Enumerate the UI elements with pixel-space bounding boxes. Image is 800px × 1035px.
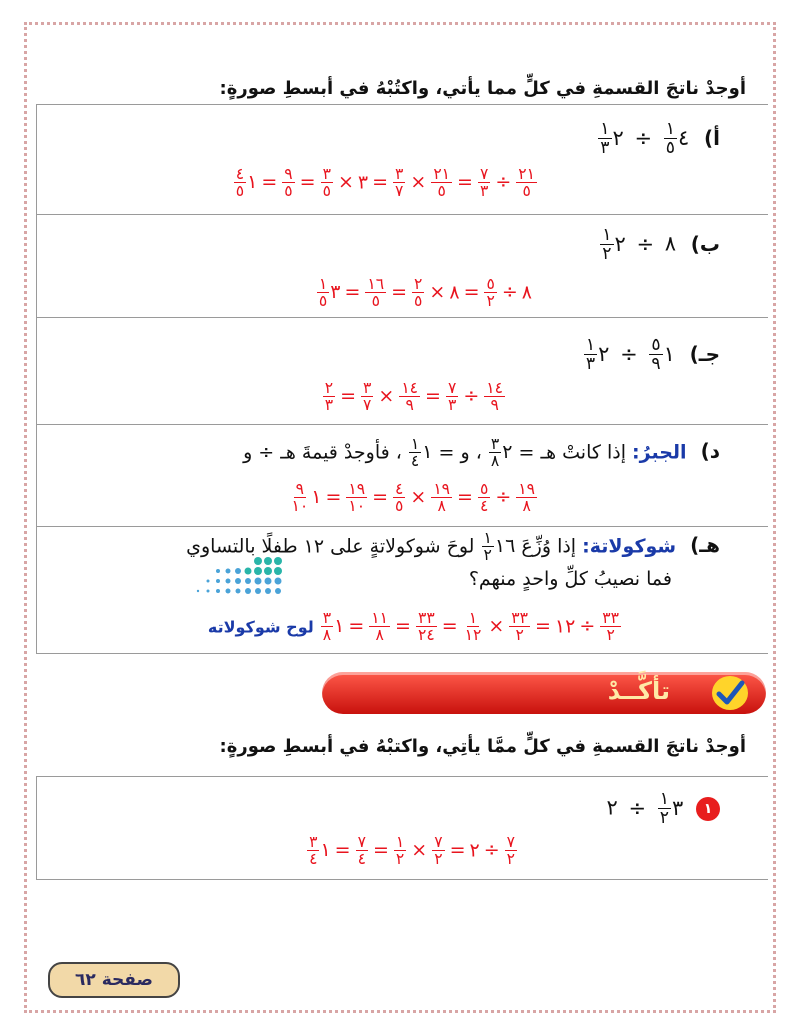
problem-d-text-2: ، و = [438,441,482,464]
problem-e-text-1a: إذا وُزِّعَ [521,535,577,558]
problem-d-title: الجبرُ: [632,441,687,464]
problem-e-line-2: فما نصيبُ كلِّ واحدٍ منهم؟ [468,568,672,590]
solution-e-unit: لوح شوكولاته [207,617,314,637]
problem-a-label: أ) [704,125,720,150]
problem-b-label: ب) [690,231,720,256]
solution-e: $\frac{٣٣}{٢}$ ÷١٢= $\frac{٣٣}{٢}$ × $\frac{١}{١٢}$ = $\frac{٣٣}{٢٤}$ = $\frac{١١}{٨}$ =١ $\frac{٣}{٨}$ لوح شوكولاته [207,609,619,645]
instruction-heading: أوجدْ ناتجَ القسمةِ في كلٍّ مما يأتي، واكتُبْهُ في أبسطِ صورةٍ: [219,78,746,99]
section-title: تأكَّــدْ [607,677,670,705]
problem-1: ١ ٣ $\frac{١}{٢}$ ÷ ٢ [607,790,720,827]
problem-c: جـ) ١ $\frac{٥}{٩}$ ÷ ٢ $\frac{١}{٣}$ [585,335,720,375]
problem-d-text-1: إذا كانتْ هـ = [518,441,626,464]
solution-b: ٨÷ $\frac{٥}{٢}$ =٨× $\frac{٢}{٥}$ = $\frac{١٦}{٥}$ =٣ $\frac{١}{٥}$ [318,275,532,311]
problem-e-line-1: هـ) شوكولاتة: إذا وُزِّعَ ١٦ $\frac{١}{٢}$ لوحَ شوكولاتةٍ على ١٢ طفلًا بالتساوي [186,529,720,565]
checkmark-icon [712,676,748,710]
section-banner [322,672,766,714]
problem-c-label: جـ) [689,341,720,366]
solution-1: $\frac{٧}{٢}$ ÷٢= $\frac{٧}{٢}$ × $\frac{١}{٢}$ = $\frac{٧}{٤}$ =١ $\frac{٣}{٤}$ [309,833,515,869]
solution-c: $\frac{١٤}{٩}$ ÷ $\frac{٧}{٣}$ = $\frac{١٤}{٩}$ × $\frac{٣}{٧}$ = $\frac{٢}{٣}$ [324,379,503,415]
problem-d: د) الجبرُ: إذا كانتْ هـ = ٢ $\frac{٣}{٨}$ ، و = ١ $\frac{١}{٤}$ ، فأوجدْ قيمةَ هـ ÷ و [243,435,720,471]
problem-b: ب) ٨ ÷ ٢ $\frac{١}{٢}$ [602,225,720,265]
problem-e-text-1b: لوحَ شوكولاتةٍ على ١٢ طفلًا بالتساوي [186,535,475,558]
solution-a: $\frac{٢١}{٥}$ ÷ $\frac{٧}{٣}$ = $\frac{٢١}{٥}$ × $\frac{٣}{٧}$ =٣× $\frac{٣}{٥}$ = $\frac{٩}{٥}$ =١ $\frac{٤}{٥}$ [235,165,535,201]
solution-d: $\frac{١٩}{٨}$ ÷ $\frac{٥}{٤}$ = $\frac{١٩}{٨}$ × $\frac{٤}{٥}$ = $\frac{١٩}{١٠}$ =١ $\frac{٩}{١٠}$ [291,480,535,516]
problem-a: أ) ٤ $\frac{١}{٥}$ ÷ ٢ $\frac{١}{٣}$ [600,119,720,159]
page-number-badge: صفحة ٦٢ [48,962,180,998]
logo-dots-icon [188,556,290,594]
problem-d-label: د) [700,439,720,464]
problem-1-number: ١ [696,797,720,821]
instruction-heading-2: أوجدْ ناتجَ القسمةِ في كلٍّ ممَّا يأتِي، واكتبْهُ في أبسطِ صورةٍ: [219,736,746,757]
problem-d-text-3: ، فأوجدْ قيمةَ هـ ÷ و [243,441,402,464]
problem-e-label: هـ) [690,533,720,558]
problem-e-title: شوكولاتة: [582,535,677,558]
